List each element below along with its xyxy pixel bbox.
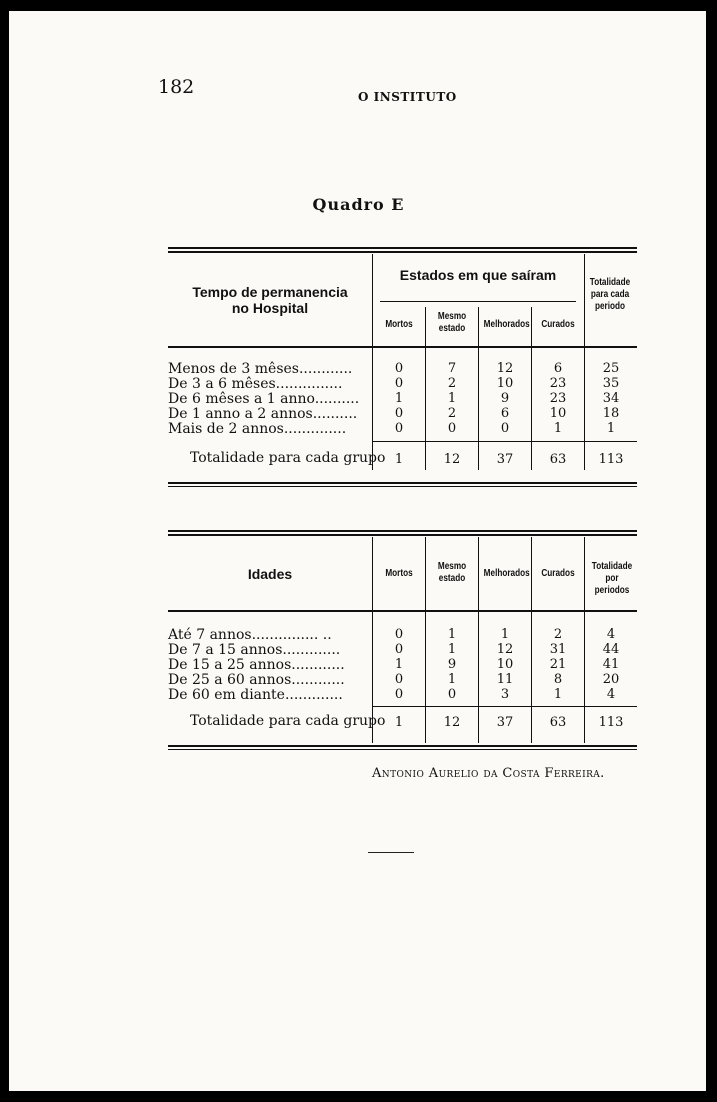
cell: 9 (500, 391, 510, 406)
row-header: Idades (247, 566, 293, 582)
total-cell: 37 (496, 452, 514, 467)
col-header-mesmo-estado: Mesmo estado (437, 561, 467, 584)
cell: 1 (447, 391, 457, 406)
total-cell: 63 (549, 452, 567, 467)
cell: 4 (606, 687, 616, 702)
table-row-label: De 1 anno a 2 annos.......... (168, 406, 358, 422)
cell: 44 (602, 642, 620, 657)
cell: 1 (447, 627, 457, 642)
total-cell: 12 (443, 452, 461, 467)
col-header-mortos: Mortos (385, 319, 413, 330)
total-label: Totalidade para cada grupo (190, 450, 386, 466)
row-header-line-2: no Hospital (231, 300, 309, 316)
cell: 0 (394, 406, 404, 421)
group-header: Estados em que saíram (399, 267, 557, 283)
cell: 4 (606, 627, 616, 642)
cell: 0 (500, 421, 510, 436)
cell: 1 (606, 421, 616, 436)
cell: 6 (500, 406, 510, 421)
cell: 12 (496, 361, 514, 376)
cell: 23 (549, 391, 567, 406)
cell: 10 (496, 657, 514, 672)
cell: 23 (549, 376, 567, 391)
table-row-label: Até 7 annos............... .. (168, 627, 332, 643)
cell: 1 (500, 627, 510, 642)
col-header-curados: Curados (541, 568, 575, 579)
table-row-label: De 25 a 60 annos............ (168, 672, 345, 688)
cell: 31 (549, 642, 567, 657)
cell: 0 (394, 642, 404, 657)
col-header-mesmo-estado: Mesmo estado (437, 311, 467, 334)
cell: 21 (549, 657, 567, 672)
total-label: Totalidade para cada grupo (190, 713, 386, 729)
cell: 0 (447, 421, 457, 436)
cell: 1 (447, 642, 457, 657)
col-header-melhorados: Melhorados (483, 568, 530, 579)
cell: 8 (553, 672, 563, 687)
table-row-label: De 7 a 15 annos............. (168, 642, 341, 658)
cell: 20 (602, 672, 620, 687)
total-cell: 1 (394, 715, 404, 730)
total-cell: 113 (598, 715, 624, 730)
cell: 35 (602, 376, 620, 391)
page (9, 11, 706, 1091)
cell: 0 (394, 376, 404, 391)
closing-rule (368, 852, 414, 853)
cell: 10 (496, 376, 514, 391)
col-header-curados: Curados (541, 319, 575, 330)
cell: 1 (394, 657, 404, 672)
cell: 10 (549, 406, 567, 421)
cell: 0 (447, 687, 457, 702)
cell: 1 (553, 421, 563, 436)
cell: 9 (447, 657, 457, 672)
running-title: O INSTITUTO (358, 90, 457, 104)
page-number: 182 (158, 76, 195, 98)
col-header-totalidade: Totalidade por periodos (591, 561, 633, 596)
author-signature: Antonio Aurelio da Costa Ferreira. (372, 766, 605, 781)
col-header-melhorados: Melhorados (483, 319, 530, 330)
cell: 0 (394, 687, 404, 702)
row-header-line-1: Tempo de permanencia (192, 284, 348, 300)
cell: 0 (394, 672, 404, 687)
cell: 2 (447, 376, 457, 391)
cell: 34 (602, 391, 620, 406)
cell: 41 (602, 657, 620, 672)
cell: 1 (394, 391, 404, 406)
cell: 0 (394, 361, 404, 376)
cell: 12 (496, 642, 514, 657)
cell: 2 (447, 406, 457, 421)
cell: 25 (602, 361, 620, 376)
table-row-label: De 3 a 6 mêses............... (168, 376, 343, 392)
table-title: Quadro E (312, 195, 405, 214)
col-header-mortos: Mortos (385, 568, 413, 579)
cell: 7 (447, 361, 457, 376)
table-row-label: De 15 a 25 annos............ (168, 657, 345, 673)
cell: 6 (553, 361, 563, 376)
cell: 1 (447, 672, 457, 687)
cell: 3 (500, 687, 510, 702)
total-cell: 37 (496, 715, 514, 730)
col-header-totalidade: Totalidade para cada periodo (589, 277, 631, 312)
table-row-label: Menos de 3 mêses............ (168, 361, 353, 377)
cell: 2 (553, 627, 563, 642)
cell: 0 (394, 627, 404, 642)
table-row-label: De 6 mêses a 1 anno.......... (168, 391, 360, 407)
total-cell: 113 (598, 452, 624, 467)
cell: 0 (394, 421, 404, 436)
total-cell: 12 (443, 715, 461, 730)
table-row-label: Mais de 2 annos.............. (168, 421, 347, 437)
table-row-label: De 60 em diante............. (168, 687, 343, 703)
total-cell: 1 (394, 452, 404, 467)
cell: 18 (602, 406, 620, 421)
cell: 11 (496, 672, 514, 687)
total-cell: 63 (549, 715, 567, 730)
cell: 1 (553, 687, 563, 702)
